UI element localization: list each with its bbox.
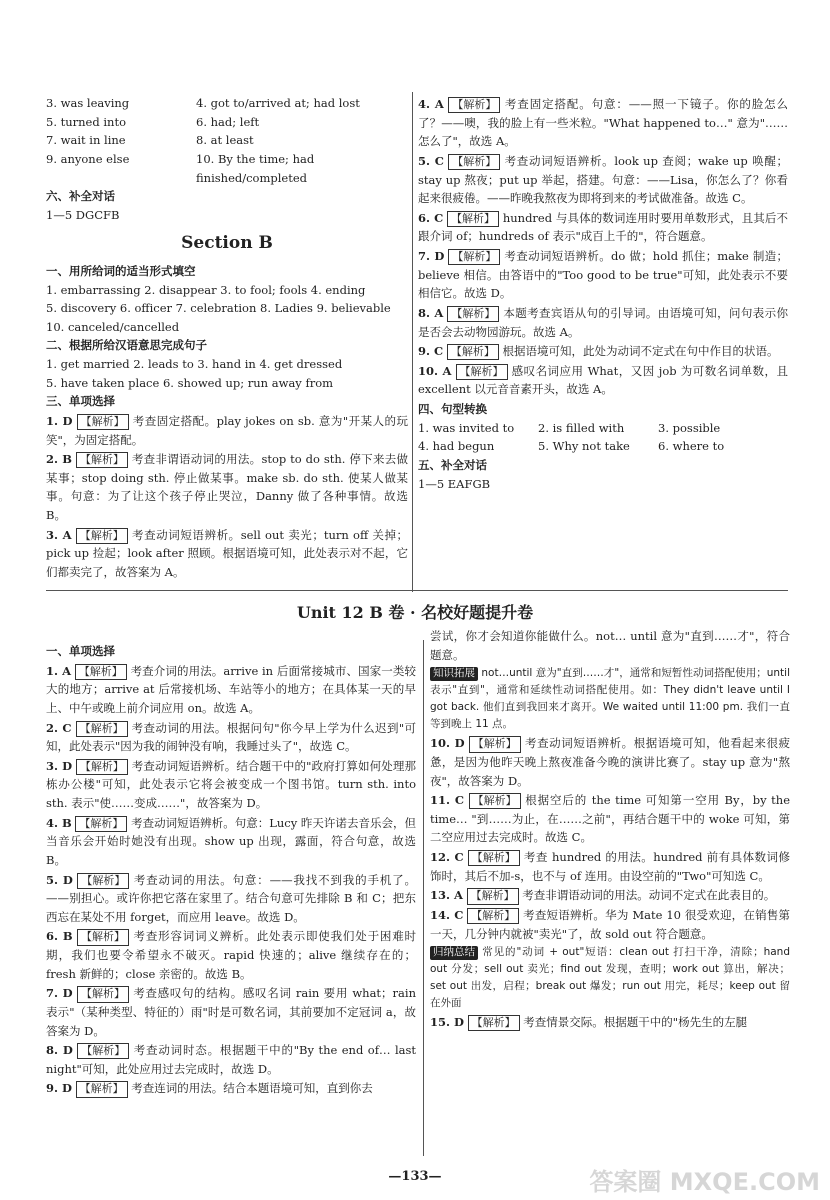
item-text: 感叹名词应用 What，又因 job 为可数名词单数，且 excellent 以元音音素开头，故选 A。 bbox=[418, 363, 788, 397]
analysis-tag: 【解析】 bbox=[468, 850, 520, 866]
item-text: 考查动词短语辨析。sell out 卖光；turn off 关掉；pick up 捡起；look after 照顾。根据语境可知，此处表示对不起，它们都卖完了，故答案为 A。 bbox=[46, 527, 409, 579]
explanation-item bbox=[430, 734, 790, 790]
analysis-tag: 【解析】 bbox=[76, 528, 128, 544]
item-number: 1. D bbox=[46, 413, 73, 428]
explanation-item bbox=[46, 814, 416, 870]
analysis-tag: 【解析】 bbox=[469, 736, 521, 752]
answer-line: 1. get married 2. leads to 3. hand in 4. get dressed bbox=[46, 357, 343, 372]
analysis-tag: 【解析】 bbox=[77, 414, 129, 430]
answer-cell: 9. anyone else bbox=[46, 151, 130, 166]
item-number: 10. A bbox=[418, 363, 452, 378]
item-text: 考查动词短语辨析。根据语境可知，他看起来很疲惫，是因为他昨天晚上熬夜准备今晚的演讲比赛了。stay up 意为"熬夜"，故答案为 D。 bbox=[430, 736, 791, 788]
analysis-tag: 【解析】 bbox=[468, 1015, 520, 1031]
item-number: 3. D bbox=[46, 758, 73, 773]
item-text: 考查固定搭配。play jokes on sb. 意为"开某人的玩笑"，为固定搭配。 bbox=[46, 413, 409, 447]
item-text: 考查 hundred 的用法。hundred 前有具体数词修饰时，其后不加-s，也不与 of 连用。由设空前的"Two"可知选 C。 bbox=[430, 850, 791, 883]
section-heading: 三、单项选择 bbox=[46, 394, 115, 409]
answer-line: 5. discovery 6. officer 7. celebration 8. Ladies 9. believable bbox=[46, 301, 391, 316]
right-top-column bbox=[418, 94, 788, 493]
item-number: 15. D bbox=[430, 1015, 464, 1030]
item-number: 2. B bbox=[46, 452, 73, 467]
explanation-item bbox=[46, 662, 416, 718]
item-text: 考查动词短语辨析。do 做；hold 抓住；make 制造；believe 相信。由答语中的"Too good to be true"可知，此处表示不要相信它。故选 D。 bbox=[418, 249, 789, 301]
answer-line: 5. have taken place 6. showed up; run away from bbox=[46, 375, 334, 390]
answer-line: 10. canceled/cancelled bbox=[46, 319, 180, 334]
analysis-tag: 【解析】 bbox=[77, 986, 129, 1002]
analysis-tag: 【解析】 bbox=[469, 793, 521, 809]
answer-cell: 3. was leaving bbox=[46, 96, 130, 110]
analysis-tag: 【解析】 bbox=[447, 211, 499, 227]
item-text: 考查介词的用法。arrive in 后面常接城市、国家一类较大的地方；arrive at 后常接机场、车站等小的地方；在具体某一天的早上、中午或晚上前介词应用 on。故选 A。 bbox=[46, 663, 417, 715]
explanation-item bbox=[46, 1041, 416, 1078]
answer-cell: 5. Why not take bbox=[538, 439, 630, 454]
item-text: 考查连词的用法。结合本题语境可知，直到你去 bbox=[131, 1081, 373, 1096]
explanation-item bbox=[418, 95, 788, 151]
explanation-item bbox=[46, 1079, 416, 1098]
answer-cell: 8. at least bbox=[196, 133, 254, 148]
item-text: 根据空后的 the time 可知第一空用 By，by the time… "到……为止，在……之前"，再结合题干中的 woke 可知，第二空应用过去完成时。故选 C。 bbox=[430, 793, 791, 845]
item-text: 考查动词短语辨析。look up 查阅；wake up 唤醒；stay up 熬夜；put up 举起，搭建。句意：——Lisa，你怎么了？你看起来很疲倦。——昨晚我熬夜为即将到来的考试做准备。故选 C。 bbox=[418, 153, 789, 206]
analysis-tag: 【解析】 bbox=[77, 873, 129, 889]
explanation-item bbox=[46, 450, 408, 525]
continued-text: 尝试，你才会知道你能做什么。not… until 意为"直到……才"，符合题意。 bbox=[430, 629, 790, 662]
analysis-tag: 【解析】 bbox=[77, 929, 129, 945]
explanation-item bbox=[46, 526, 408, 582]
answer-cell: 7. wait in line bbox=[46, 133, 126, 148]
knowledge-extension bbox=[430, 665, 790, 733]
item-number: 5. D bbox=[46, 872, 73, 887]
section-divider bbox=[46, 590, 788, 591]
analysis-tag: 【解析】 bbox=[76, 1081, 128, 1097]
explanation-item bbox=[46, 757, 416, 813]
column-divider bbox=[412, 92, 413, 592]
item-number: 9. C bbox=[418, 344, 444, 359]
item-number: 6. C bbox=[418, 210, 444, 225]
answer-cell: 3. possible bbox=[658, 420, 721, 435]
item-text: 考查动词时态。根据题干中的"By the end of… last night"可知，此处应用过去完成时，故选 D。 bbox=[46, 1043, 416, 1076]
explanation-item bbox=[430, 848, 790, 885]
explanation-item bbox=[418, 304, 788, 341]
analysis-tag: 【解析】 bbox=[448, 97, 500, 113]
analysis-tag: 【解析】 bbox=[75, 816, 127, 832]
item-number: 6. B bbox=[46, 929, 73, 944]
item-text: 考查形容词词义辨析。此处表示即使我们处于困难时期，我们也要令希望永不破灭。rapid 快速的；alive 继续存在的；fresh 新鲜的；close 亲密的。故选 B。 bbox=[46, 929, 417, 981]
section-b-title: Section B bbox=[181, 233, 273, 254]
item-text: 考查非谓语动词的用法。stop to do sth. 停下来去做某事；stop doing sth. 停止做某事。make sb. do sth. 使某人做某事。句意：为了让这个孩子停止哭泣，Danny 做了各种事情。故选 B。 bbox=[46, 452, 409, 523]
summary-tag: 归纳总结 bbox=[430, 946, 478, 960]
item-text: 考查情景交际。根据题干中的"杨先生的左腿 bbox=[523, 1015, 748, 1030]
extension-tag: 知识拓展 bbox=[430, 667, 478, 681]
item-number: 10. D bbox=[430, 736, 465, 751]
analysis-tag: 【解析】 bbox=[77, 1043, 129, 1059]
answer-line: 1. embarrassing 2. disappear 3. to fool; fools 4. ending bbox=[46, 282, 366, 297]
item-number: 8. A bbox=[418, 305, 444, 320]
section-heading: 五、补全对话 bbox=[418, 457, 487, 472]
explanation-item bbox=[430, 791, 790, 847]
explanation-item bbox=[418, 247, 788, 303]
explanation-item bbox=[46, 719, 416, 756]
column-divider-lower bbox=[423, 640, 424, 1156]
answer-cell: 10. By the time; had finished/completed bbox=[196, 151, 315, 185]
item-text: 考查动词短语辨析。句意：Lucy 昨天许诺去音乐会，但当音乐会开始时她没有出现。show up 出现，露面，符合句意，故选 B。 bbox=[46, 815, 417, 867]
item-number: 7. D bbox=[46, 986, 73, 1001]
item-text: 考查非谓语动词的用法。动词不定式在此表目的。 bbox=[522, 888, 776, 903]
explanation-item bbox=[418, 342, 788, 361]
explanation-item bbox=[418, 152, 788, 208]
section-heading: 二、根据所给汉语意思完成句子 bbox=[46, 338, 207, 353]
item-number: 11. C bbox=[430, 793, 465, 808]
item-number: 5. C bbox=[418, 153, 444, 168]
explanation-item bbox=[418, 209, 788, 246]
explanation-item bbox=[430, 906, 790, 943]
item-number: 4. B bbox=[46, 815, 72, 830]
analysis-tag: 【解析】 bbox=[447, 344, 499, 360]
explanation-item bbox=[418, 362, 788, 399]
item-text: 考查感叹句的结构。感叹名词 rain 要用 what；rain 表示"（某种类型、特征的）雨"时是可数名词，其前要加不定冠词 a，故答案为 D。 bbox=[46, 986, 416, 1038]
section-heading: 一、用所给词的适当形式填空 bbox=[46, 263, 196, 278]
item-text: 考查动词的用法。句意：——我找不到我的手机了。——别担心。或许你把它落在家里了。结合句意可先排除 B 和 C；把东西忘在某处不用 forget，而应用 leave。故选 D。 bbox=[46, 872, 417, 924]
item-number: 12. C bbox=[430, 850, 464, 864]
page-number: —133— bbox=[388, 1169, 442, 1184]
section-heading: 四、句型转换 bbox=[418, 402, 487, 416]
answer-cell: 2. is filled with bbox=[538, 420, 625, 435]
summary-text: 常见的"动词 + out"短语：clean out 打扫干净，清除；hand out 分发；sell out 卖光；find out 发现，查明；work out 算出，解决；set out 出发，启程；break out 爆发；run out 用完，耗尽；keep out 留在外面 bbox=[430, 946, 790, 1010]
item-text: 考查动词的用法。根据问句"你今早上学为什么迟到"可知，此处表示"因为我的闹钟没有响，我睡过头了"，故选 C。 bbox=[46, 720, 417, 754]
item-text: hundred 与具体的数词连用时要用单数形式，且其后不跟介词 of；hundreds of 表示"成百上千的"，符合题意。 bbox=[418, 210, 789, 244]
analysis-tag: 【解析】 bbox=[456, 364, 508, 380]
analysis-tag: 【解析】 bbox=[76, 452, 128, 468]
answer-cell: 6. had; left bbox=[196, 114, 260, 129]
right-bottom-column bbox=[430, 626, 790, 1033]
fill-answers-grid bbox=[46, 94, 408, 187]
explanation-item bbox=[46, 984, 416, 1040]
item-number: 8. D bbox=[46, 1043, 73, 1058]
item-number: 9. D bbox=[46, 1081, 72, 1096]
analysis-tag: 【解析】 bbox=[467, 908, 519, 924]
answer-cell: 5. turned into bbox=[46, 114, 127, 129]
answer-cell: 4. got to/arrived at; had lost bbox=[196, 96, 360, 110]
answer-cell: 1. was invited to bbox=[418, 420, 515, 435]
section-heading: 一、单项选择 bbox=[46, 644, 115, 658]
item-number: 13. A bbox=[430, 888, 463, 903]
explanation-item bbox=[46, 871, 416, 927]
analysis-tag: 【解析】 bbox=[448, 249, 500, 265]
item-number: 2. C bbox=[46, 720, 72, 735]
item-text: 考查固定搭配。句意：——照一下镜子。你的脸怎么了？——噢，我的脸上有一些米粒。"What happened to…" 意为"……怎么了"，故选 A。 bbox=[418, 97, 789, 149]
item-number: 7. D bbox=[418, 249, 445, 263]
extension-text: not…until 意为"直到……才"，通常和短暂性动词搭配使用；until 表示"直到"，通常和延续性动词搭配使用。如：They didn't leave until I got back. 他们直到我回来才离开。We waited until 11:00 pm. 我们一直等到晚上 11 点。 bbox=[430, 667, 791, 731]
answer-cell: 6. where to bbox=[658, 439, 725, 454]
left-top-column bbox=[46, 94, 408, 583]
analysis-tag: 【解析】 bbox=[76, 721, 128, 737]
transform-answers-grid bbox=[418, 419, 788, 456]
section-heading: 六、补全对话 bbox=[46, 189, 115, 204]
left-bottom-column bbox=[46, 642, 416, 1099]
answer-cell: 4. had begun bbox=[418, 439, 495, 454]
item-text: 根据语境可知，此处为动词不定式在句中作目的状语。 bbox=[502, 344, 779, 359]
unit-title: Unit 12 B 卷 · 名校好题提升卷 bbox=[296, 603, 534, 622]
analysis-tag: 【解析】 bbox=[448, 154, 500, 170]
explanation-item bbox=[46, 412, 408, 449]
item-text: 考查动词短语辨析。结合题干中的"政府打算如何处理那栋办公楼"可知，此处表示它将会被变成一个图书馆。turn sth. into sth. 表示"使……变成……"，故答案为 D。 bbox=[46, 758, 417, 810]
dialogue-answers: 1—5 EAFGB bbox=[418, 476, 491, 491]
analysis-tag: 【解析】 bbox=[76, 759, 128, 775]
explanation-item bbox=[46, 927, 416, 983]
analysis-tag: 【解析】 bbox=[447, 306, 499, 322]
item-number: 3. A bbox=[46, 527, 72, 542]
item-number: 14. C bbox=[430, 907, 464, 922]
item-number: 1. A bbox=[46, 663, 72, 678]
item-text: 考查短语辨析。华为 Mate 10 很受欢迎，在销售第一天，几分钟内就被"卖光"了，故 sold out 符合题意。 bbox=[430, 907, 791, 941]
analysis-tag: 【解析】 bbox=[467, 888, 519, 904]
item-text: 本题考查宾语从句的引导词。由语境可知，问句表示你是否会去动物园游玩。故选 A。 bbox=[418, 305, 788, 339]
analysis-tag: 【解析】 bbox=[75, 664, 127, 680]
dialogue-answers: 1—5 DGCFB bbox=[46, 207, 120, 222]
watermark-logo: 答案圈 MXQE.COM bbox=[589, 1168, 820, 1196]
summary-note bbox=[430, 944, 790, 1012]
explanation-item bbox=[430, 1013, 790, 1032]
explanation-item bbox=[430, 886, 790, 905]
item-number: 4. A bbox=[418, 97, 444, 111]
